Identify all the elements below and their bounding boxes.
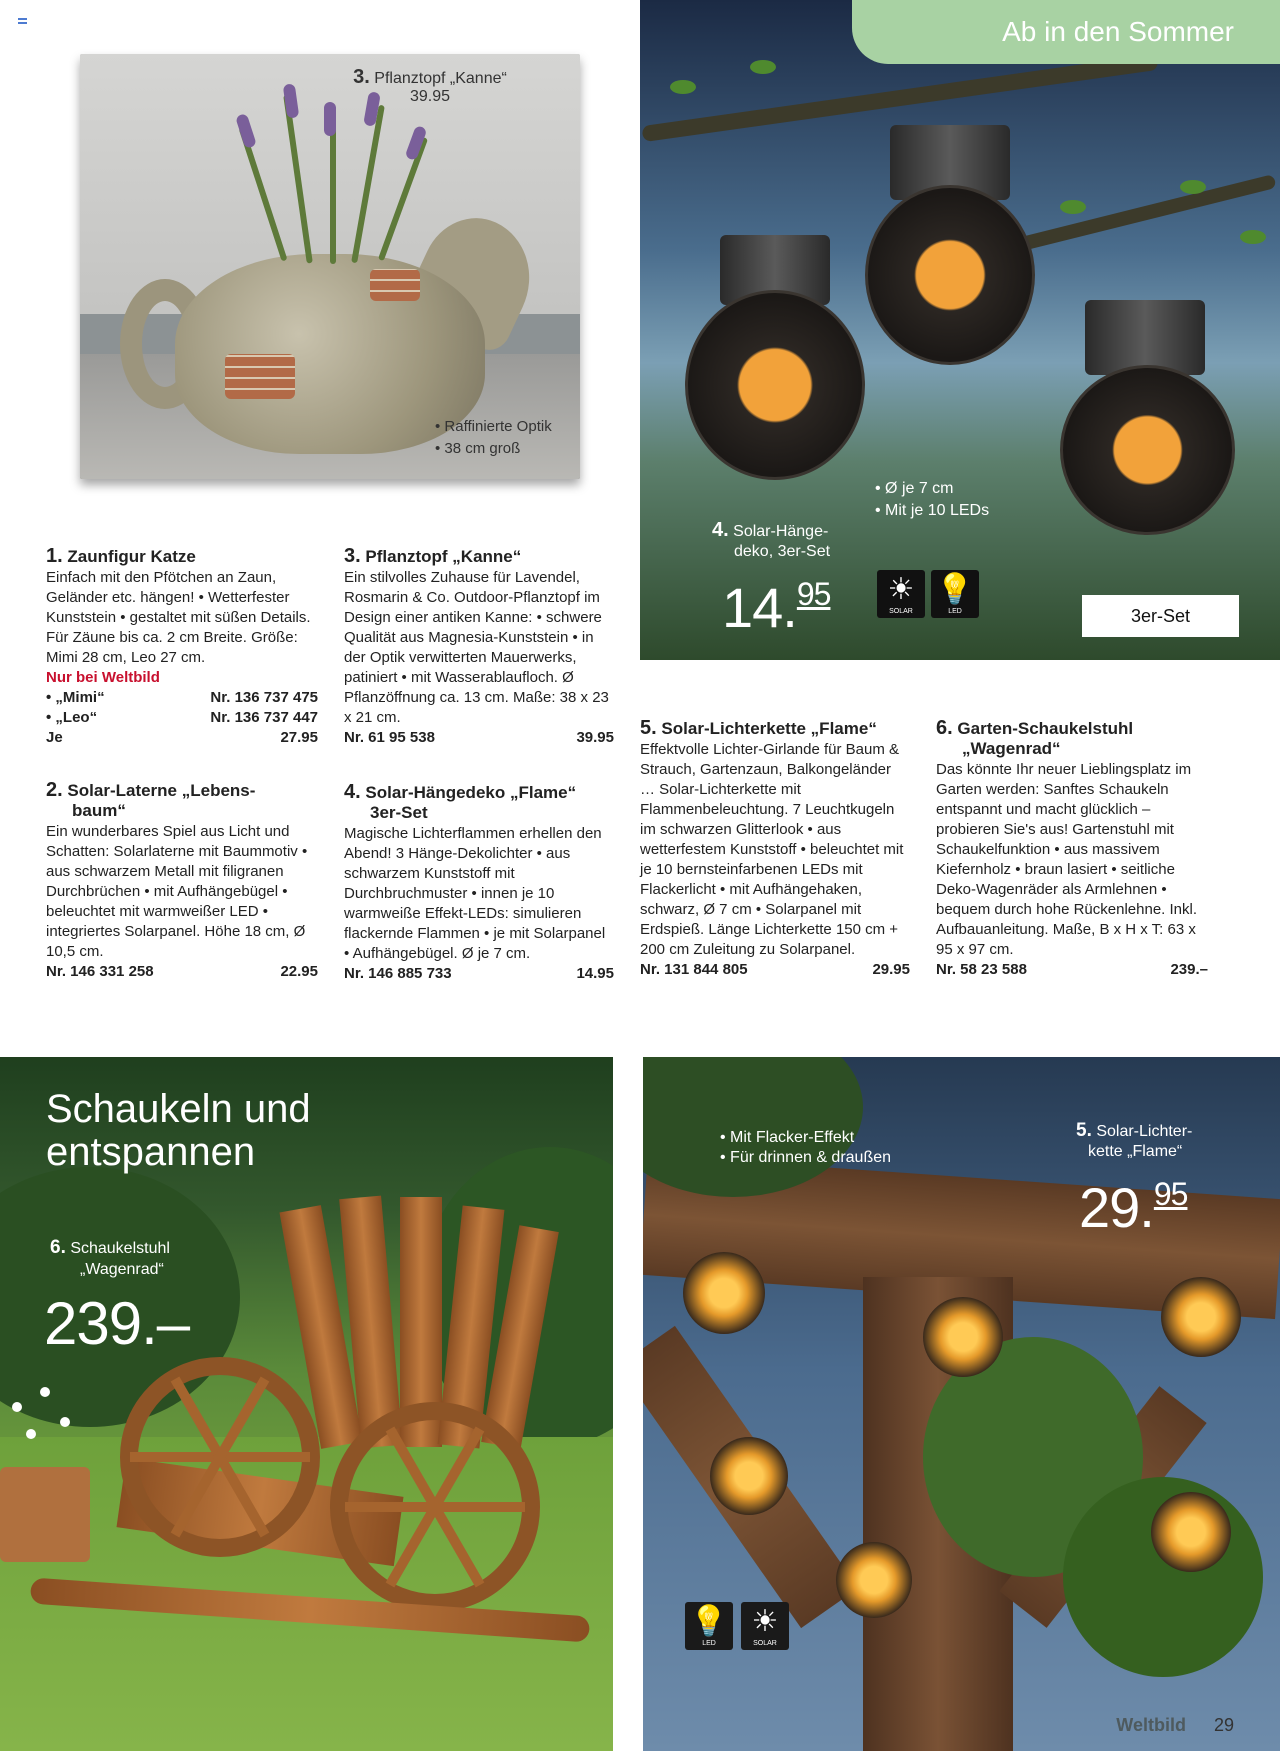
lights-photo bbox=[643, 1057, 1280, 1751]
lamp-2 bbox=[923, 1297, 1003, 1377]
solar-badge: ☀ SOLAR bbox=[877, 570, 925, 618]
brand-logo: Weltbild bbox=[1116, 1715, 1186, 1735]
product-1: 1. Zaunfigur Katze Einfach mit den Pfötchen an Zaun, Geländer etc. hängen! • Wetterfester Kunststein • gestaltet mit süßen Details. Für Zäune bis ca. 2 cm Breite. Größe: Mimi 28 cm, Leo 27 cm. Nur bei Weltbild • „Mimi“ Nr. 136 737 475 • „Leo“ Nr. 136 737 447 Je 27.95 bbox=[46, 545, 318, 746]
teapot-photo bbox=[80, 54, 580, 479]
lamp-3 bbox=[1161, 1277, 1241, 1357]
lamp-6 bbox=[836, 1542, 912, 1618]
lamp-5 bbox=[1151, 1492, 1231, 1572]
lantern-price: 14.95 bbox=[722, 576, 831, 639]
lamp-1 bbox=[683, 1252, 765, 1334]
menu-icon bbox=[18, 18, 27, 24]
section-tab: Ab in den Sommer bbox=[852, 0, 1280, 64]
chair-section-title: Schaukeln und entspannen bbox=[46, 1087, 311, 1174]
solar-badge-2: ☀ SOLAR bbox=[741, 1602, 789, 1650]
led-badge-2: 💡 LED bbox=[685, 1602, 733, 1650]
led-badge: 💡 LED bbox=[931, 570, 979, 618]
page-footer bbox=[1116, 1715, 1234, 1736]
sun-icon: ☀ bbox=[887, 573, 915, 606]
lights-photo-label: 5. Solar-Lichter- kette „Flame“ bbox=[1076, 1120, 1193, 1160]
lantern-2 bbox=[865, 185, 1035, 365]
set-label: 3er-Set bbox=[1082, 595, 1239, 637]
product-2: 2. Solar-Laterne „Lebens- baum“ Ein wunderbares Spiel aus Licht und Schatten: Solarlaterne mit Baummotiv • aus schwarzem Metall mit filigranen Durchbrüchen • mit Aufhängebügel • beleuchtet mit warmweißer LED • integriertes Solarpanel. Höhe 18 cm, Ø 10,5 cm. Nr. 146 331 258 22.95 bbox=[46, 779, 318, 980]
bulb-icon: 💡 bbox=[690, 1605, 728, 1638]
lamp-4 bbox=[710, 1437, 788, 1515]
lights-bullets: • Mit Flacker-Effekt • Für drinnen & draußen bbox=[720, 1129, 892, 1166]
lantern-1 bbox=[685, 290, 865, 480]
product-5: 5. Solar-Lichterkette „Flame“ Effektvolle Lichter-Girlande für Baum & Strauch, Gartenzaun, Balkongeländer … Solar-Lichterkette mit Flammenbeleuchtung. 7 Leuchtkugeln im schwarzen Glitterlook • aus wetterfestem Kunststoff • beleuchtet mit je 10 bernsteinfarbenen LEDs mit Flackerlicht • mit Aufhängehaken, schwarz, Ø 7 cm • Solarpanel mit Erdspieß. Länge Lichterkette 150 cm + 200 cm Zuleitung zu Solarpanel. Nr. 131 844 805 29.95 bbox=[640, 717, 910, 978]
lantern-photo bbox=[640, 0, 1280, 660]
teapot-photo-bullets: • Raffinierte Optik • 38 cm groß bbox=[435, 418, 552, 457]
sun-icon: ☀ bbox=[751, 1605, 779, 1638]
lantern-bullets: • Ø je 7 cm • Mit je 10 LEDs bbox=[875, 480, 990, 519]
bulb-icon: 💡 bbox=[936, 573, 974, 606]
teapot-photo-label: 3. Pflanztopf „Kanne“ 39.95 bbox=[353, 66, 507, 105]
product-4: 4. Solar-Hängedeko „Flame“ 3er-Set Magische Lichterflammen erhellen den Abend! 3 Hänge-Dekolichter • aus schwarzem Kunststoff mit Durchbruchmuster • innen je 10 warmweiße Effekt-LEDs: simulieren flackernde Flammen • je mit Solarpanel • Aufhängebügel. Ø je 7 cm. Nr. 146 885 733 14.95 bbox=[344, 781, 614, 982]
page-number: 29 bbox=[1213, 1715, 1234, 1735]
chair-price: 239.– bbox=[44, 1290, 190, 1357]
product-3: 3. Pflanztopf „Kanne“ Ein stilvolles Zuhause für Lavendel, Rosmarin & Co. Outdoor-Pflanztopf im Design einer antiken Kanne: • schwere Qualität aus Magnesia-Kunststein • in der Optik verwitterten Mauerwerks, patiniert • mit Wasserablaufloch. Ø Pflanzöffnung ca. 13 cm. Maße: 38 x 23 x 21 cm. Nr. 61 95 538 39.95 bbox=[344, 545, 614, 746]
lantern-photo-label: 4. Solar-Hänge- deko, 3er-Set bbox=[712, 519, 831, 560]
lantern-3 bbox=[1060, 365, 1235, 535]
chair-photo-label: 6. Schaukelstuhl „Wagenrad“ bbox=[50, 1237, 170, 1278]
product-6: 6. Garten-Schaukelstuhl „Wagenrad“ Das könnte Ihr neuer Lieblingsplatz im Garten werden: Sanftes Schaukeln entspannt und macht glücklich – probieren Sie's aus! Gartenstuhl mit Schaukelfunktion • aus massivem Kiefernholz • braun lasiert • seitliche Deko-Wagenräder als Armlehnen • bequem durch hohe Rückenlehne. Inkl. Aufbauanleitung. Maße, B x H x T: 63 x 95 x 97 cm. Nr. 58 23 588 239.– bbox=[936, 717, 1208, 978]
lights-price: 29.95 bbox=[1079, 1176, 1188, 1239]
